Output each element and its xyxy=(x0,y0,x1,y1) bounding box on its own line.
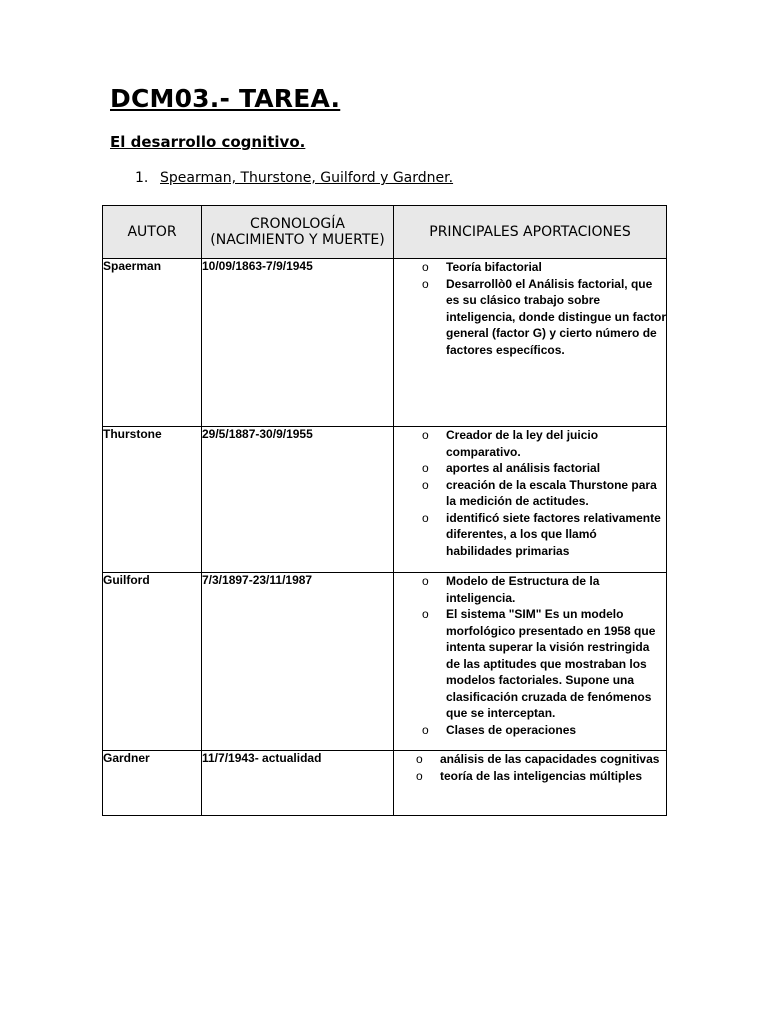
contribution-text: Teoría bifactorial xyxy=(446,260,542,274)
contribution-text: El sistema "SIM" Es un modelo morfológico presentado en 1958 que intenta superar la visión restringida de las aptitudes que mostraban los modelos factoriales. Supone una clasificación cruzada de fenómenos que se interceptan. xyxy=(446,607,656,720)
bullet-marker: o xyxy=(422,260,429,274)
list-number: 1. xyxy=(135,170,149,186)
bullet-marker: o xyxy=(422,461,429,475)
contributions-cell xyxy=(394,259,667,427)
table-row xyxy=(103,259,667,427)
contributions-list xyxy=(394,573,666,738)
document-title: DCM03.- TAREA. xyxy=(110,84,341,113)
contribution-text: Desarrollò0 el Análisis factorial, que es su clásico trabajo sobre inteligencia, donde distingue un factor general (factor G) y cierto número de factores específicos. xyxy=(446,276,667,357)
list-item xyxy=(394,510,666,560)
dates-cell: 10/09/1863-7/9/1945 xyxy=(202,259,394,427)
bullet-marker: o xyxy=(422,607,429,621)
list-item xyxy=(394,259,666,276)
contribution-text: creación de la escala Thurstone para la medición de actitudes. xyxy=(446,477,657,508)
contribution-text: aportes al análisis factorial xyxy=(446,461,601,475)
list-item xyxy=(394,751,666,768)
dates-cell: 11/7/1943- actualidad xyxy=(202,751,394,816)
author-cell: Guilford xyxy=(103,573,202,751)
author-cell: Spaerman xyxy=(103,259,202,427)
document-subtitle: El desarrollo cognitivo. xyxy=(110,133,306,151)
contributions-cell xyxy=(394,427,667,573)
contributions-list xyxy=(394,751,666,784)
author-cell: Thurstone xyxy=(103,427,202,573)
bullet-marker: o xyxy=(422,276,429,291)
list-item xyxy=(394,606,666,722)
table-header-row xyxy=(103,206,667,259)
dates-cell: 7/3/1897-23/11/1987 xyxy=(202,573,394,751)
table-row xyxy=(103,751,667,816)
list-item xyxy=(394,460,666,477)
table-row xyxy=(103,427,667,573)
bullet-marker: o xyxy=(422,722,429,737)
list-item xyxy=(394,276,666,359)
list-item xyxy=(394,722,666,739)
bullet-marker: o xyxy=(416,768,423,783)
list-item xyxy=(394,573,666,606)
bullet-marker: o xyxy=(416,752,423,766)
header-aportaciones: PRINCIPALES APORTACIONES xyxy=(394,206,667,259)
authors-table xyxy=(102,205,667,816)
numbered-list-item xyxy=(135,170,453,186)
header-autor: AUTOR xyxy=(103,206,202,259)
contributions-cell xyxy=(394,751,667,816)
list-item-text: Spearman, Thurstone, Guilford y Gardner. xyxy=(160,170,454,186)
header-cronologia: CRONOLOGÍA (NACIMIENTO Y MUERTE) xyxy=(202,206,394,259)
bullet-marker: o xyxy=(422,510,429,525)
contribution-text: análisis de las capacidades cognitivas xyxy=(440,752,660,766)
list-item xyxy=(394,477,666,510)
contribution-text: Creador de la ley del juicio comparativo. xyxy=(446,428,599,459)
list-item xyxy=(394,768,666,785)
contribution-text: Modelo de Estructura de la inteligencia. xyxy=(446,574,600,605)
contribution-text: teoría de las inteligencias múltiples xyxy=(440,768,643,783)
contributions-list xyxy=(394,259,666,358)
author-cell: Gardner xyxy=(103,751,202,816)
bullet-marker: o xyxy=(422,428,429,442)
contributions-list xyxy=(394,427,666,559)
bullet-marker: o xyxy=(422,574,429,588)
bullet-marker: o xyxy=(422,477,429,492)
contributions-cell xyxy=(394,573,667,751)
table-row xyxy=(103,573,667,751)
contribution-text: identificó siete factores relativamente diferentes, a los que llamó habilidades primarias xyxy=(446,510,661,558)
dates-cell: 29/5/1887-30/9/1955 xyxy=(202,427,394,573)
list-item xyxy=(394,427,666,460)
contribution-text: Clases de operaciones xyxy=(446,722,577,737)
